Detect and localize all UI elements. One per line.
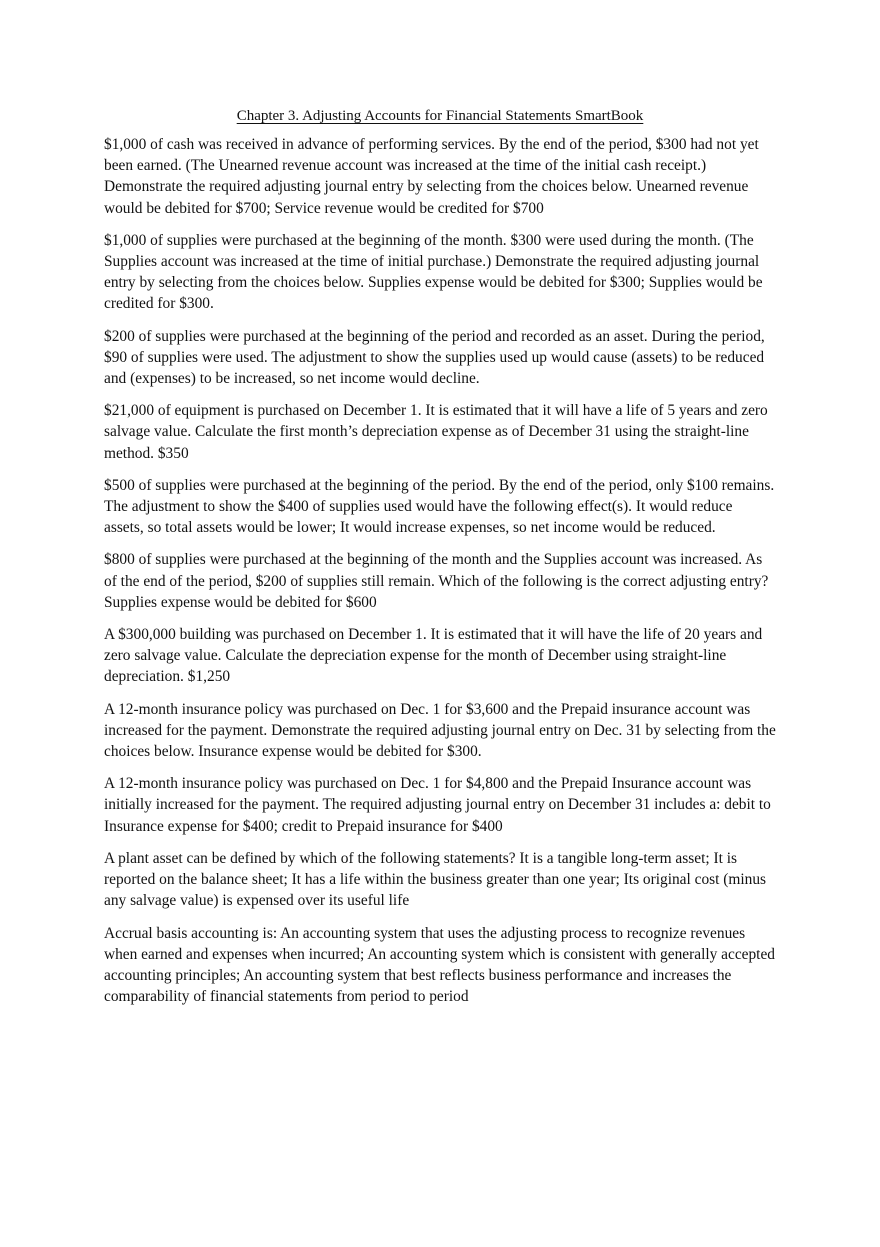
paragraph-equipment-depreciation: $21,000 of equipment is purchased on December 1. It is estimated that it will have a life of 5 years and zero salvage value. Calculate the first month’s depreciation expense as of December 31 using the straight-line method. $350 (104, 402, 768, 462)
paragraph-supplies-500: $500 of supplies were purchased at the beginning of the period. By the end of the period, only $100 remains. The adjustment to show the $400 of supplies used would have the following effect(s). It would reduce assets, so total assets would be lower; It would increase expenses, so net income would be reduced. (104, 476, 775, 537)
paragraph-accrual-basis: Accrual basis accounting is: An accounting system that uses the adjusting process to recognize revenues when earned and expenses when incurred; An accounting system which is consistent with generally accepted accounting principles; An accounting system that best reflects business performance and increases the comparability of financial statements from period to period (104, 924, 775, 1006)
paragraph-supplies-800: $800 of supplies were purchased at the beginning of the month and the Supplies account was increased. As of the end of the period, $200 of supplies still remain. Which of the following is the correct adjusting entry? Supplies expense would be debited for $600 (104, 551, 769, 611)
paragraph-plant-asset: A plant asset can be defined by which of the following statements? It is a tangible long-term asset; It is reported on the balance sheet; It has a life within the business greater than one year; Its original cost (minus any salvage value) is expensed over its useful life (104, 849, 767, 910)
paragraph-insurance-3600: A 12-month insurance policy was purchased on Dec. 1 for $3,600 and the Prepaid insurance account was increased for the payment. Demonstrate the required adjusting journal entry on Dec. 31 by selecting from the choices below. Insurance expense would be debited for $300. (104, 700, 776, 761)
document-body (104, 134, 776, 1018)
paragraph-unearned-revenue: $1,000 of cash was received in advance of performing services. By the end of the period, $300 had not yet been earned. (The Unearned revenue account was increased at the time of the initial cash receipt.) Demonstrate the required adjusting journal entry by selecting from the choices below. Unearned revenue would be debited for $700; Service revenue would be credited for $700 (104, 136, 759, 217)
paragraph-supplies-1000: $1,000 of supplies were purchased at the beginning of the month. $300 were used during the month. (The Supplies account was increased at the time of initial purchase.) Demonstrate the required adjusting journal entry by selecting from the choices below. Supplies expense would be debited for $300; Supplies would be credited for $300. (104, 231, 763, 313)
page-header (104, 107, 776, 125)
paragraph-supplies-200: $200 of supplies were purchased at the beginning of the period and recorded as an asset. During the period, $90 of supplies were used. The adjustment to show the supplies used up would cause (assets) to be reduced and (expenses) to be increased, so net income would decline. (104, 327, 765, 388)
paragraph-building-depreciation: A $300,000 building was purchased on December 1. It is estimated that it will have the life of 20 years and zero salvage value. Calculate the depreciation expense for the month of December using straight-line depreciation. $1,250 (104, 626, 763, 686)
chapter-title: Chapter 3. Adjusting Accounts for Financial Statements SmartBook (236, 108, 644, 124)
paragraph-insurance-4800: A 12-month insurance policy was purchased on Dec. 1 for $4,800 and the Prepaid Insurance account was initially increased for the payment. The required adjusting journal entry on December 31 includes a: debit to Insurance expense for $400; credit to Prepaid insurance for $400 (104, 775, 771, 835)
